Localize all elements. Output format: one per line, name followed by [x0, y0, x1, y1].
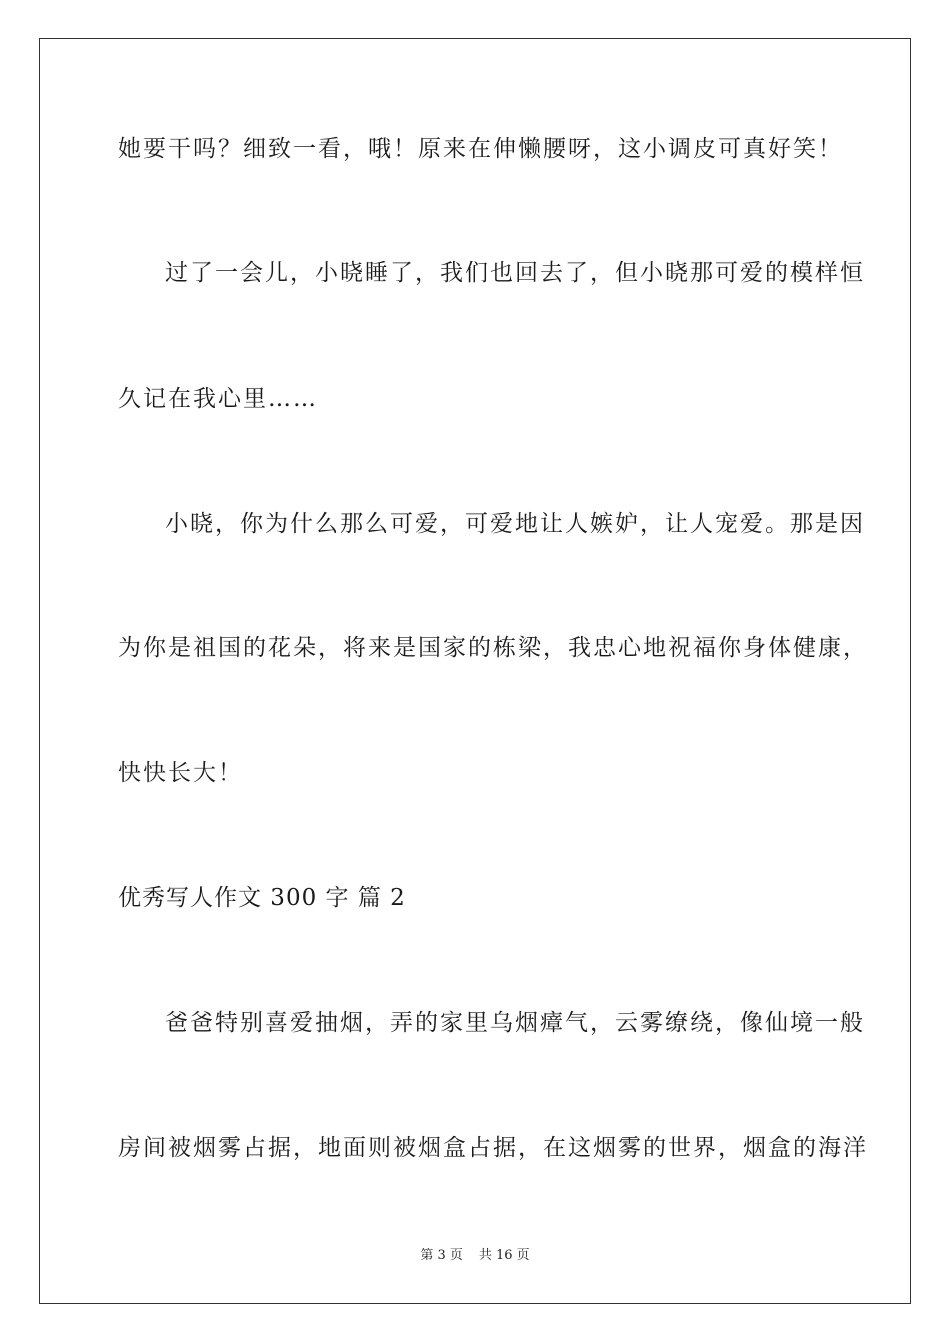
page-footer [0, 1247, 950, 1265]
page-total: 共 16 页 [478, 1248, 530, 1263]
text-line: 她要干吗？细致一看，哦！原来在伸懒腰呀，这小调皮可真好笑！ [118, 136, 843, 162]
text-line: 房间被烟雾占据，地面则被烟盒占据，在这烟雾的世界，烟盒的海洋 [118, 1135, 868, 1161]
text-line: 为你是祖国的花朵，将来是国家的栋梁，我忠心地祝福你身体健康， [118, 635, 868, 661]
text-line: 过了一会儿，小晓睡了，我们也回去了，但小晓那可爱的模样恒 [165, 260, 865, 286]
page-border [39, 38, 911, 1304]
text-line: 爸爸特别喜爱抽烟，弄的家里乌烟瘴气，云雾缭绕，像仙境一般 [165, 1010, 865, 1036]
text-line: 快快长大！ [118, 760, 243, 786]
page-number: 第 3 页 [420, 1248, 463, 1263]
section-heading: 优秀写人作文 300 字 篇 2 [118, 885, 406, 911]
text-line: 久记在我心里…… [118, 386, 318, 412]
text-line: 小晓，你为什么那么可爱，可爱地让人嫉妒，让人宠爱。那是因 [165, 511, 865, 537]
